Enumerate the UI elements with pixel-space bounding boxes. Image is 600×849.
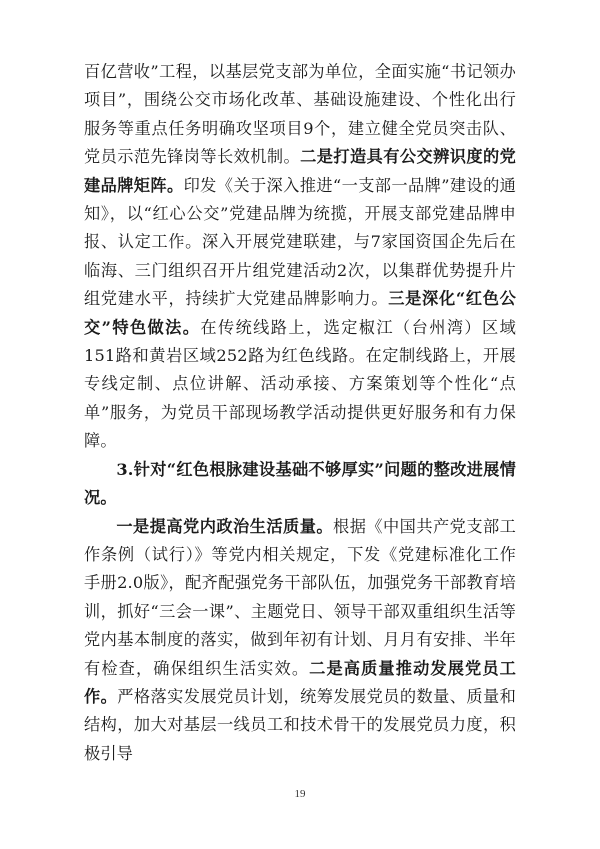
paragraph-1-text-3: 在传统线路上，选定椒江（台州湾）区域151路和黄岩区域252路为红色线路。在定制线路上，开展专线定制、点位讲解、活动承接、方案策划等个性化“点单”服务，为党员干部现场教学活动提供更好服务和有力保障。 xyxy=(84,317,516,451)
section-heading-text: 3.针对“红色根脉建设基础不够厚实”问题的整改进展情况。 xyxy=(84,459,516,508)
section-heading-3 xyxy=(84,456,516,513)
paragraph-1 xyxy=(84,58,516,456)
paragraph-3-text-2: 严格落实发展党员计划，统筹发展党员的数量、质量和结构，加大对基层一线员工和技术骨干的发展党员力度，积极引导 xyxy=(84,686,516,763)
paragraph-3 xyxy=(84,513,516,769)
paragraph-1-text-2: 印发《关于深入推进“一支部一品牌”建设的通知》，以“红心公交”党建品牌为统揽，开展支部党建品牌申报、认定工作。深入开展党建联建，与7家国资国企先后在临海、三门组织召开片组党建活动2次，以集群优势提升片组党建水平，持续扩大党建品牌影响力。 xyxy=(84,175,516,309)
paragraph-1-text: 百亿营收”工程，以基层党支部为单位，全面实施“书记领办项目”，围绕公交市场化改革、基础设施建设、个性化出行服务等重点任务明确攻坚项目9个，建立健全党员突击队、党员示范先锋岗等长效机制。 xyxy=(84,62,516,167)
document-body xyxy=(84,58,516,768)
paragraph-3-text: 根据《中国共产党支部工作条例（试行）》等党内相关规定，下发《党建标准化工作手册2.0版》，配齐配强党务干部队伍，加强党务干部教育培训，抓好“三会一课”、主题党日、领导干部双重组织生活等党内基本制度的落实，做到年初有计划、月月有安排、半年有检查，确保组织生活实效。 xyxy=(84,516,517,678)
page-number: 19 xyxy=(294,788,306,800)
paragraph-1-bold-heading-3: 三是深化“红色公交”特色做法。 xyxy=(84,289,517,337)
paragraph-1-bold-heading-2: 二是打造具有公交辨识度的党建品牌矩阵。 xyxy=(84,147,516,195)
paragraph-3-bold-heading-1: 一是提高党内政治生活质量。 xyxy=(116,516,334,536)
paragraph-3-bold-heading-2: 二是高质量推动发展党员工作。 xyxy=(84,658,516,706)
